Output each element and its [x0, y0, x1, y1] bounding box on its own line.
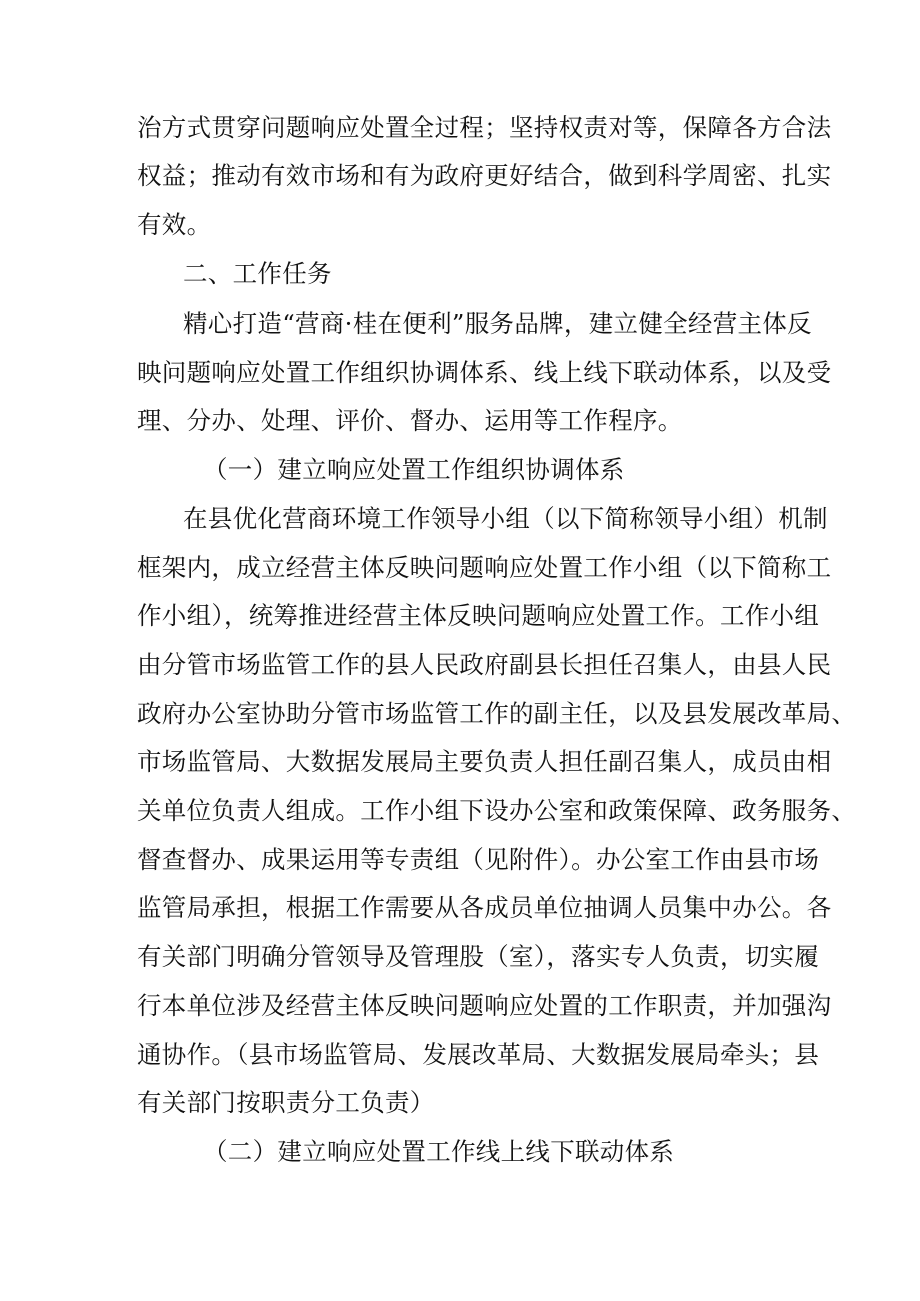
- paragraph-line: 映问题响应处置工作组织协调体系、线上线下联动体系，以及受: [137, 358, 832, 387]
- paragraph-line: 督查督办、成果运用等专责组（见附件）。办公室工作由县市场: [137, 845, 820, 874]
- paragraph-line: 权益；推动有效市场和有为政府更好结合，做到科学周密、扎实: [137, 161, 832, 190]
- subsection-heading: （一）建立响应处置工作组织协调体系: [203, 455, 625, 484]
- paragraph-line: 有关部门按职责分工负责）: [137, 1088, 435, 1117]
- paragraph-line: 框架内，成立经营主体反映问题响应处置工作小组（以下简称工: [137, 553, 832, 582]
- paragraph-line: 理、分办、处理、评价、督办、运用等工作程序。: [137, 406, 683, 435]
- paragraph-line: 精心打造“营商·桂在便利”服务品牌，建立健全经营主体反: [183, 309, 812, 338]
- paragraph-line: 有效。: [137, 210, 212, 239]
- paragraph-line: 行本单位涉及经营主体反映问题响应处置的工作职责，并加强沟: [137, 991, 832, 1020]
- paragraph-line: 在县优化营商环境工作领导小组（以下简称领导小组）机制: [183, 504, 828, 533]
- paragraph-line: 市场监管局、大数据发展局主要负责人担任副召集人，成员由相: [137, 747, 832, 776]
- paragraph-line: 通协作。（县市场监管局、发展改革局、大数据发展局牵头；县: [137, 1040, 820, 1069]
- paragraph-line: 监管局承担，根据工作需要从各成员单位抽调人员集中办公。各: [137, 893, 832, 922]
- paragraph-line: 由分管市场监管工作的县人民政府副县长担任召集人，由县人民: [137, 650, 832, 679]
- subsection-heading: （二）建立响应处置工作线上线下联动体系: [203, 1137, 675, 1166]
- paragraph-line: 治方式贯穿问题响应处置全过程；坚持权责对等，保障各方合法: [137, 113, 832, 142]
- paragraph-line: 作小组），统筹推进经营主体反映问题响应处置工作。工作小组: [137, 601, 820, 630]
- paragraph-line: 关单位负责人组成。工作小组下设办公室和政策保障、政务服务、: [137, 796, 857, 825]
- paragraph-line: 有关部门明确分管领导及管理股（室），落实专人负责，切实履: [137, 942, 820, 971]
- paragraph-line: 政府办公室协助分管市场监管工作的副主任，以及县发展改革局、: [137, 699, 857, 728]
- section-heading: 二、工作任务: [183, 259, 332, 288]
